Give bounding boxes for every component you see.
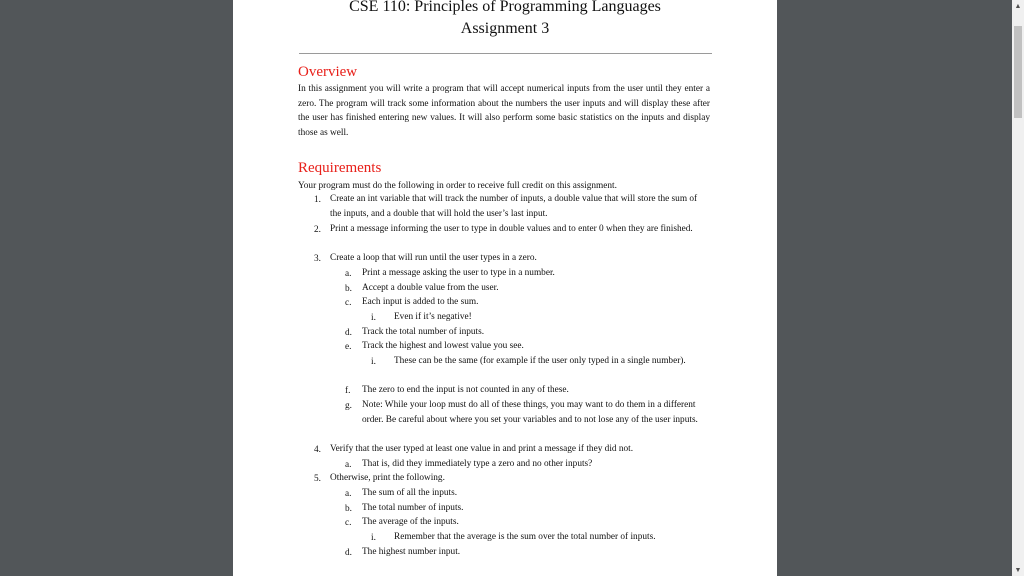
list-marker: i.: [371, 533, 376, 543]
list-item: Remember that the average is the sum over the total number of inputs.: [394, 532, 656, 542]
list-item: Note: While your loop must do all of these things, you may want to do them in a different order. Be careful about where you set your variables and to not lose any of the user inputs.: [362, 400, 698, 425]
list-item: That is, did they immediately type a zero and no other inputs?: [362, 459, 593, 469]
list-marker: a.: [345, 489, 352, 499]
list-marker: b.: [345, 284, 352, 294]
requirements-intro: Your program must do the following in order to receive full credit on this assignment.: [298, 181, 617, 191]
scroll-up-icon[interactable]: ▲: [1014, 2, 1022, 10]
list-item: Even if it’s negative!: [394, 312, 472, 322]
document-subtitle: Assignment 3: [460, 20, 550, 37]
overview-text: In this assignment you will write a program that will accept numerical inputs from the user until they enter a zero. The program will track some information about the numbers the user inputs and will display these after the user has finished entering new values. It will also perform some basic statistics on the inputs and display those as well.: [298, 84, 710, 138]
list-marker: 4.: [314, 445, 321, 455]
list-item: Print a message informing the user to type in double values and to enter 0 when they are finished.: [330, 224, 693, 234]
list-marker: b.: [345, 504, 352, 514]
overview-heading: Overview: [298, 64, 358, 80]
list-item: Each input is added to the sum.: [362, 297, 479, 307]
list-item: Print a message asking the user to type in a number.: [362, 268, 555, 278]
list-marker: d.: [345, 328, 352, 338]
list-marker: i.: [371, 357, 376, 367]
list-item: The highest number input.: [362, 547, 461, 557]
list-item: Create an int variable that will track the number of inputs, a double value that will store the sum of the inputs, and a double that will hold the user’s last input.: [330, 194, 698, 219]
scroll-down-icon[interactable]: ▼: [1014, 566, 1022, 574]
list-item: Track the highest and lowest value you see.: [362, 341, 524, 351]
list-marker: 3.: [314, 254, 321, 264]
list-marker: a.: [345, 460, 352, 470]
list-marker: e.: [345, 342, 352, 352]
vertical-scrollbar[interactable]: [1012, 0, 1024, 576]
list-marker: c.: [345, 298, 352, 308]
list-item: Track the total number of inputs.: [362, 327, 485, 337]
list-marker: i.: [371, 313, 376, 323]
list-marker: f.: [345, 386, 351, 396]
document-title: CSE 110: Principles of Programming Languages: [349, 0, 661, 15]
list-item: The sum of all the inputs.: [362, 488, 458, 498]
list-marker: d.: [345, 548, 352, 558]
list-item: The zero to end the input is not counted in any of these.: [362, 385, 569, 395]
list-marker: c.: [345, 518, 352, 528]
list-item: Otherwise, print the following.: [330, 473, 445, 483]
list-marker: 5.: [314, 474, 321, 484]
divider: [299, 53, 712, 54]
list-item: Accept a double value from the user.: [362, 283, 499, 293]
list-marker: 2.: [314, 225, 321, 235]
scrollbar-thumb[interactable]: [1014, 26, 1022, 118]
list-marker: g.: [345, 401, 352, 411]
list-marker: a.: [345, 269, 352, 279]
list-item: The total number of inputs.: [362, 503, 464, 513]
document-page: [233, 0, 777, 576]
list-item: Create a loop that will run until the user types in a zero.: [330, 253, 537, 263]
list-item: The average of the inputs.: [362, 517, 459, 527]
list-item: These can be the same (for example if the user only typed in a single number).: [394, 356, 686, 366]
requirements-heading: Requirements: [298, 160, 382, 176]
list-marker: 1.: [314, 195, 321, 205]
list-item: Verify that the user typed at least one value in and print a message if they did not.: [330, 444, 634, 454]
